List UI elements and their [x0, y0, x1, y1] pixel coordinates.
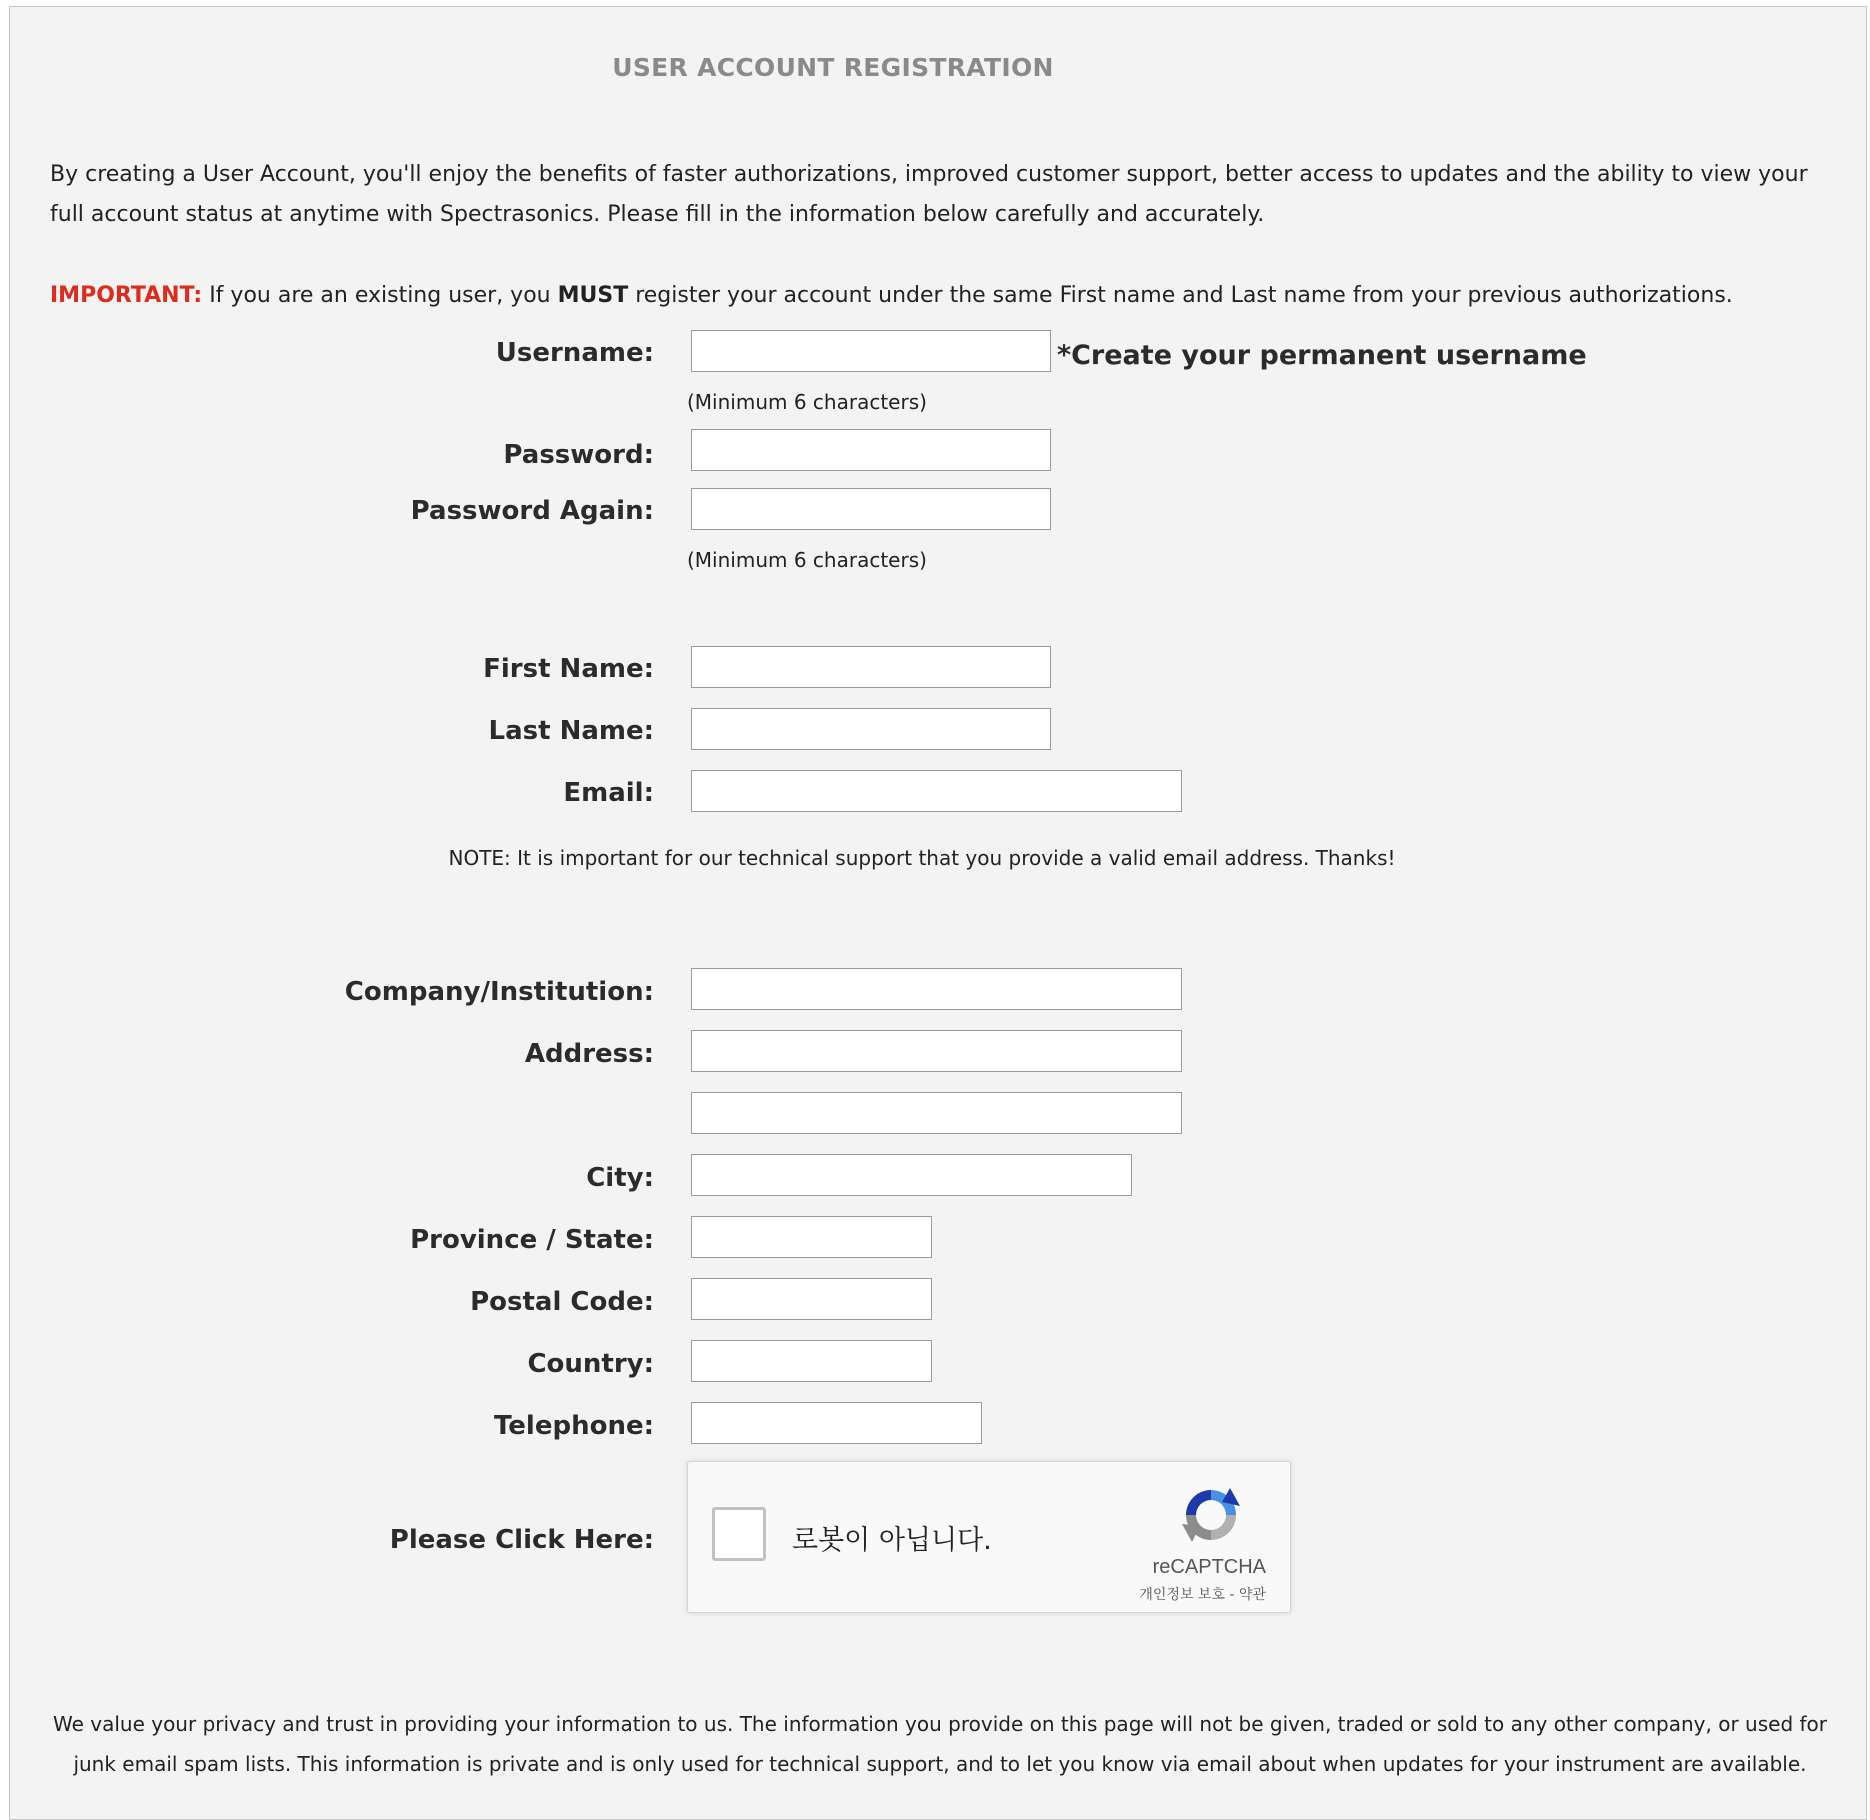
- recaptcha-privacy-terms-links[interactable]: 개인정보 보호 - 약관: [1139, 1587, 1266, 1603]
- province-label: Province / State:: [410, 1225, 654, 1255]
- address-input-line2[interactable]: [691, 1092, 1182, 1134]
- city-input[interactable]: [691, 1154, 1132, 1196]
- first-name-input[interactable]: [691, 646, 1051, 688]
- recaptcha-label: 로봇이 아닙니다.: [792, 1525, 992, 1556]
- important-text-after: register your account under the same First name and Last name from your previous authorizations.: [628, 283, 1733, 308]
- captcha-prompt-label: Please Click Here:: [389, 1525, 654, 1555]
- country-label: Country:: [527, 1349, 654, 1379]
- username-note: *Create your permanent username: [1057, 340, 1587, 371]
- page-title: USER ACCOUNT REGISTRATION: [612, 53, 1054, 82]
- password-again-label: Password Again:: [410, 496, 654, 526]
- password-hint: (Minimum 6 characters): [687, 548, 927, 572]
- password-again-input[interactable]: [691, 488, 1051, 530]
- company-label: Company/Institution:: [344, 977, 654, 1007]
- recaptcha-brand: reCAPTCHA: [1152, 1556, 1266, 1578]
- country-input[interactable]: [691, 1340, 932, 1382]
- city-label: City:: [586, 1163, 654, 1193]
- telephone-label: Telephone:: [494, 1411, 654, 1441]
- privacy-statement: We value your privacy and trust in providing your information to us. The information you provide on this page will not be given, traded or sold to any other company, or used for junk email spam lists. This information is private and is only used for technical support, and to let you know via email about when updates for your instrument are available.: [52, 1712, 1827, 1776]
- address-label: Address:: [524, 1039, 654, 1069]
- username-hint: (Minimum 6 characters): [687, 390, 927, 414]
- email-input[interactable]: [691, 770, 1182, 812]
- important-must: MUST: [557, 283, 629, 308]
- postal-code-input[interactable]: [691, 1278, 932, 1320]
- province-input[interactable]: [691, 1216, 932, 1258]
- username-label: Username:: [495, 338, 654, 368]
- postal-code-label: Postal Code:: [470, 1287, 654, 1317]
- important-notice: [50, 276, 1830, 316]
- password-input[interactable]: [691, 429, 1051, 471]
- password-label: Password:: [503, 440, 654, 470]
- email-label: Email:: [563, 778, 654, 808]
- intro-text: By creating a User Account, you'll enjoy the benefits of faster authorizations, improved customer support, better access to updates and the ability to view your full account status at anytime with Spectrasonics. Please fill in the information below carefully and accurately.: [50, 162, 1808, 227]
- email-note: NOTE: It is important for our technical support that you provide a valid email address. Thanks!: [448, 846, 1396, 870]
- username-input[interactable]: [691, 330, 1051, 372]
- last-name-input[interactable]: [691, 708, 1051, 750]
- recaptcha-widget[interactable]: [687, 1461, 1291, 1613]
- important-text-before: If you are an existing user, you: [202, 283, 558, 308]
- telephone-input[interactable]: [691, 1402, 982, 1444]
- last-name-label: Last Name:: [488, 716, 654, 746]
- recaptcha-checkbox[interactable]: [712, 1507, 766, 1561]
- first-name-label: First Name:: [483, 654, 654, 684]
- important-label: IMPORTANT:: [50, 283, 203, 308]
- address-input-line1[interactable]: [691, 1030, 1182, 1072]
- recaptcha-logo-icon: [1178, 1482, 1244, 1548]
- registration-panel: [9, 6, 1867, 1820]
- company-input[interactable]: [691, 968, 1182, 1010]
